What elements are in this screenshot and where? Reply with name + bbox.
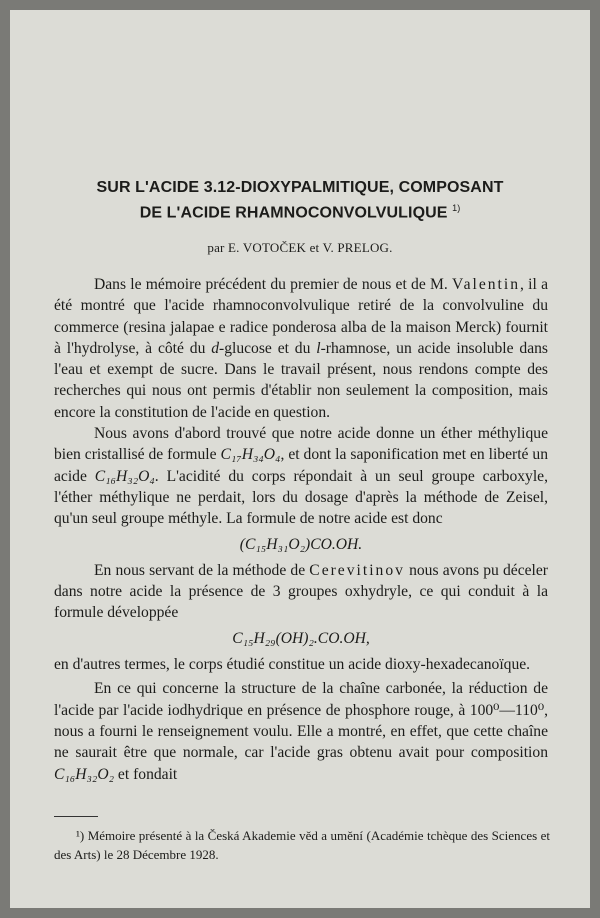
p2-formula-1: C₁₇H₃₄O₄ <box>220 446 281 464</box>
p3-text-a: En nous servant de la méthode de <box>94 561 310 579</box>
title-footnote-mark: 1) <box>452 203 461 213</box>
p1-text-a: Dans le mémoire précédent du premier de nous et de M. <box>94 276 453 293</box>
title-line-1: SUR L'ACIDE 3.12-DIOXYPALMITIQUE, COMPOSANT <box>96 179 504 196</box>
paragraph-2 <box>54 423 548 529</box>
p1-text-b: , il a été montré que l'acide rhamnoconvolvulique retiré de la convolvuline du commerce (resina jalapae e radice ponderosa alba de la maison Merck) fournit à l'hydrolyse, à côté du <box>54 276 548 357</box>
document-page <box>10 10 590 908</box>
paragraph-1 <box>54 274 548 423</box>
p5-formula: C₁₆H₃₂O₂ <box>54 765 115 783</box>
paragraph-5 <box>54 678 548 784</box>
p2-formula-2: C₁₆H₃₂O₄ <box>94 467 155 485</box>
p5-text-b: et fondait <box>114 765 178 783</box>
p2-text-a: Nous avons d'abord trouvé que notre acide donne un éther méthylique bien cristallisé de formule <box>54 425 548 464</box>
p1-name: Valentin <box>452 276 521 293</box>
formula-2: C₁₅H₂₉(OH)₂.CO.OH, <box>232 629 370 647</box>
article-body <box>54 274 548 785</box>
article-title <box>50 178 550 223</box>
p2-text-c: . L'acidité du corps répondait à un seul groupe carboxyle, l'éther méthylique ne perdait, lors du dosage d'après la méthode de Zeisel, qu'un seul groupe méthyle. La formule de notre acide est donc <box>54 467 548 528</box>
p1-text-c: -glucose et du <box>219 339 317 357</box>
paragraph-4: en d'autres termes, le corps étudié constitue un acide dioxy-hexadecanoïque. <box>54 656 531 674</box>
p1-text-e: -rhamnose, un acide insoluble dans l'eau et exempt de sucre. Dans le travail présent, nous rendons compte des recherches qui nous ont permis d'établir non seulement la composition, mais encore la constitution de l'acide en question. <box>54 339 548 421</box>
p5-text-a: En ce qui concerne la structure de la chaîne carbonée, la réduction de l'acide par l'acide iodhydrique en présence de phosphore rouge, à 100⁰—110⁰, nous a fourni le renseignement voulu. Elle a montré, en effet, que cette chaîne ne saurait être que normale, car l'acide gras obtenu avait pour composition <box>54 680 548 762</box>
title-line-2 <box>50 198 550 223</box>
footnote-divider <box>54 816 98 817</box>
p2-text-b: , et dont la saponification met en liberté un acide <box>54 446 548 485</box>
article-authors: par E. VOTOČEK et V. PRELOG. <box>207 240 393 255</box>
formula-1: (C₁₅H₃₁O₂)CO.OH. <box>239 535 363 553</box>
paragraph-3 <box>54 560 548 624</box>
footnote: ¹) Mémoire présenté à la Česká Akademie věd a umění (Académie tchèque des Sciences et des Arts) le 28 Décembre 1928. <box>54 828 550 862</box>
p3-name: Cerevitinov <box>309 561 405 579</box>
p1-d: d <box>211 339 220 357</box>
p1-l: l <box>316 339 321 357</box>
p3-text-b: nous avons pu déceler dans notre acide la présence de 3 groupes oxhydryle, ce qui conduit à la formule développée <box>54 561 548 622</box>
title-line-2-text: DE L'ACIDE RHAMNOCONVOLVULIQUE <box>139 204 448 222</box>
